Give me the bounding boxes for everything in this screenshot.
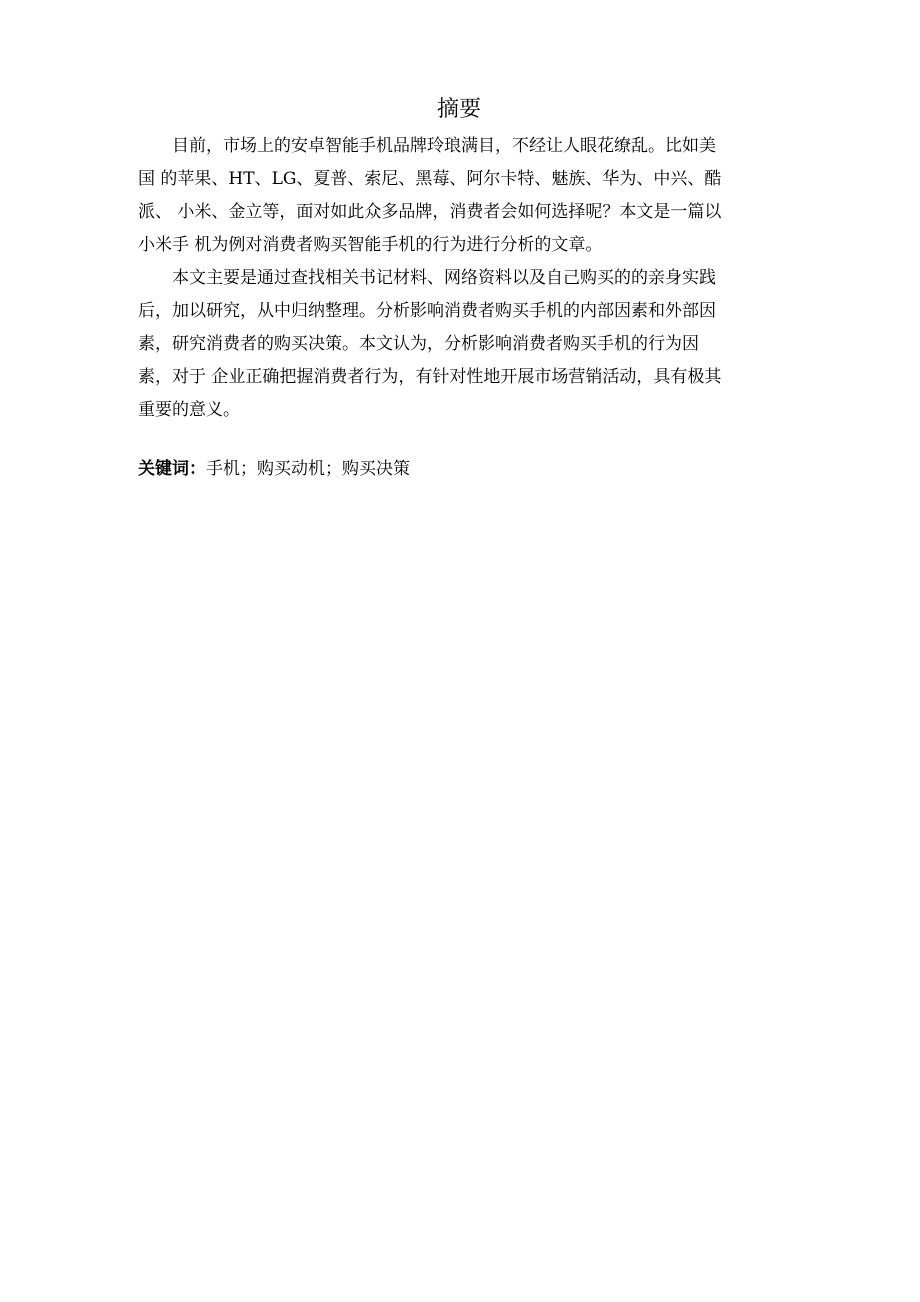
document-body [138, 92, 780, 486]
paragraph-line: 国 的苹果、HT、LG、夏普、索尼、黑莓、阿尔卡特、魅族、华为、中兴、酷 [138, 169, 722, 189]
keywords-value: 手机；购买动机；购买决策 [206, 459, 410, 479]
paragraph-line: 本文主要是通过查找相关书记材料、网络资料以及自己购买的的亲身实践 [172, 268, 716, 288]
keywords-line [138, 453, 780, 486]
paragraph-line: 小米手 机为例对消费者购买智能手机的行为进行分析的文章。 [138, 235, 603, 255]
paragraph-line: 素，研究消费者的购买决策。本文认为，分析影响消费者购买手机的行为因 [138, 334, 699, 354]
paragraph-line: 素，对于 企业正确把握消费者行为，有针对性地开展市场营销活动，具有极其 [138, 367, 722, 387]
paragraph-line: 重要的意义。 [138, 400, 240, 420]
paragraph-line: 目前，市场上的安卓智能手机品牌玲琅满目，不经让人眼花缭乱。比如美 [172, 136, 716, 156]
abstract-paragraph-2 [138, 262, 780, 427]
paragraph-line: 派、 小米、金立等，面对如此众多品牌，消费者会如何选择呢？本文是一篇以 [138, 202, 722, 222]
paragraph-line: 后，加以研究，从中归纳整理。分析影响消费者购买手机的内部因素和外部因 [138, 301, 716, 321]
keywords-label: 关键词： [138, 459, 206, 479]
abstract-paragraph-1 [138, 130, 780, 262]
abstract-title: 摘要 [436, 97, 481, 122]
